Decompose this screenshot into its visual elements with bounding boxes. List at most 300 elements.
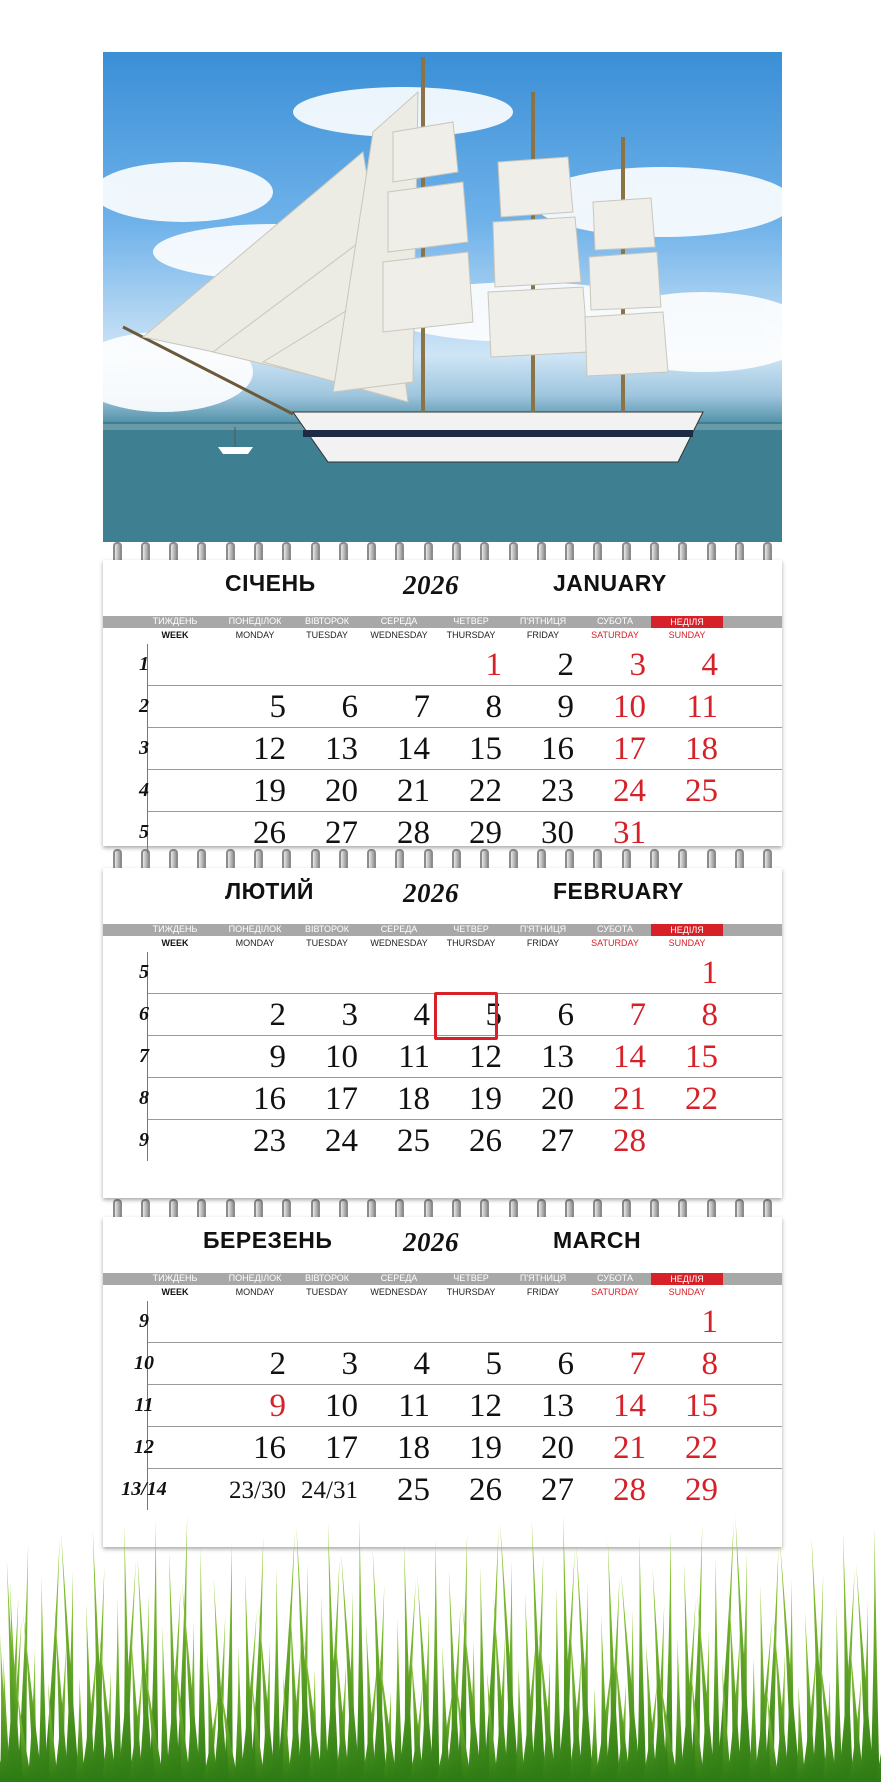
weekday-label-ua: ЧЕТВЕР: [453, 924, 489, 934]
observance-note: [222, 1388, 256, 1424]
observance-note: [510, 1388, 544, 1424]
week-row: [139, 770, 782, 812]
week-number: 9: [139, 1129, 149, 1151]
day-cell[interactable]: [436, 812, 508, 853]
observance-note: [582, 773, 616, 809]
week-label-en: WEEK: [161, 630, 189, 640]
observance-note: [582, 1123, 616, 1159]
day-number: 11: [686, 689, 718, 725]
observance-note: [222, 773, 256, 809]
observance-note: [582, 1346, 616, 1382]
day-cell[interactable]: [364, 728, 436, 769]
day-number: 14: [397, 731, 430, 767]
day-number: 19: [469, 1081, 502, 1117]
month-year: 2026: [403, 1227, 459, 1257]
day-number: 11: [398, 1039, 430, 1075]
day-number: 7: [413, 689, 430, 725]
week-number: 5: [139, 821, 149, 843]
day-cell[interactable]: [436, 686, 508, 727]
grass-decoration: [0, 1500, 881, 1782]
week-number: 6: [139, 1003, 149, 1025]
day-cell[interactable]: [580, 1385, 652, 1426]
day-cell[interactable]: [364, 1120, 436, 1161]
observance-note: [294, 731, 328, 767]
day-cell[interactable]: [292, 1343, 364, 1384]
day-cell[interactable]: [652, 952, 724, 993]
day-cell[interactable]: [220, 686, 292, 727]
observance-note: [294, 1430, 328, 1466]
observance-note: [510, 815, 544, 851]
observance-note: [510, 1430, 544, 1466]
day-cell[interactable]: [220, 1036, 292, 1077]
day-cell[interactable]: [220, 728, 292, 769]
day-cell[interactable]: [508, 770, 580, 811]
week-number: 4: [139, 779, 149, 801]
day-number: 27: [541, 1472, 574, 1508]
observance-note: [510, 689, 544, 725]
weekday-label-ua: ВІВТОРОК: [304, 1273, 350, 1283]
day-cell[interactable]: [220, 812, 292, 853]
weekday-label-ua: СЕРЕДА: [380, 924, 418, 934]
observance-note: [654, 1346, 688, 1382]
day-labels-ua: [103, 616, 782, 628]
observance-note: [366, 1039, 400, 1075]
day-cell[interactable]: [508, 1078, 580, 1119]
week-number: 1: [139, 653, 149, 675]
observance-note: [438, 1388, 472, 1424]
observance-note: [438, 1346, 472, 1382]
day-cell[interactable]: [436, 994, 508, 1035]
day-cell[interactable]: [364, 1036, 436, 1077]
day-cell[interactable]: [652, 1427, 724, 1468]
day-cell[interactable]: [292, 1385, 364, 1426]
day-cell[interactable]: [292, 812, 364, 853]
weekday-label-ua: ПОНЕДІЛОК: [228, 616, 282, 626]
day-number: 18: [685, 731, 718, 767]
day-number: 24: [325, 1123, 358, 1159]
observance-note: [654, 1304, 688, 1340]
day-cell[interactable]: [652, 770, 724, 811]
observance-note: [222, 1346, 256, 1382]
day-number: 10: [325, 1388, 358, 1424]
weekday-label-en: SUNDAY: [668, 1287, 706, 1297]
day-number: 14: [613, 1039, 646, 1075]
grass-blade: [197, 1546, 206, 1782]
day-number: 8: [485, 689, 502, 725]
day-cell[interactable]: [364, 1385, 436, 1426]
day-cell[interactable]: [220, 770, 292, 811]
day-cell[interactable]: [292, 770, 364, 811]
grass-blade: [871, 1527, 880, 1782]
day-cell[interactable]: [580, 728, 652, 769]
day-cell[interactable]: [580, 644, 652, 685]
day-number: 7: [629, 997, 646, 1033]
observance-note: [510, 731, 544, 767]
day-cell[interactable]: [652, 686, 724, 727]
observance-note: [654, 1388, 688, 1424]
day-cell[interactable]: [580, 1036, 652, 1077]
day-number: 12: [469, 1039, 502, 1075]
week-number: 10: [134, 1352, 154, 1374]
day-cell[interactable]: [292, 994, 364, 1035]
day-number: 28: [397, 815, 430, 851]
week-number: 12: [134, 1436, 154, 1458]
observance-note: [366, 731, 400, 767]
day-cell[interactable]: [364, 1427, 436, 1468]
observance-note: [438, 815, 472, 851]
day-number: 3: [341, 1346, 358, 1382]
day-number: 13: [325, 731, 358, 767]
month-year: 2026: [403, 570, 459, 600]
day-number: 8: [701, 997, 718, 1033]
observance-note: [582, 815, 616, 851]
day-number: 5: [269, 689, 286, 725]
day-cell[interactable]: [220, 1385, 292, 1426]
day-cell[interactable]: [292, 686, 364, 727]
week-number: 3: [139, 737, 149, 759]
observance-note: [366, 997, 400, 1033]
day-cell[interactable]: [652, 1385, 724, 1426]
month-header: [103, 868, 782, 924]
observance-note: [510, 1039, 544, 1075]
calendar-grid: [139, 952, 782, 1161]
week-row: [139, 1036, 782, 1078]
day-cell[interactable]: [364, 770, 436, 811]
day-cell[interactable]: [292, 1078, 364, 1119]
weekday-label-en: FRIDAY: [526, 938, 560, 948]
grass-blade: [478, 1565, 487, 1782]
observance-note: [294, 1388, 328, 1424]
observance-note: [294, 1123, 328, 1159]
weekday-label-en: MONDAY: [235, 938, 275, 948]
day-cell[interactable]: [364, 686, 436, 727]
week-row: [139, 644, 782, 686]
day-number: 5: [485, 997, 502, 1033]
day-cell[interactable]: [580, 1078, 652, 1119]
day-number: 25: [397, 1472, 430, 1508]
weekday-label-en: THURSDAY: [446, 630, 496, 640]
day-number: 1: [485, 647, 502, 683]
day-cell[interactable]: [508, 644, 580, 685]
grass-blade: [749, 1658, 758, 1782]
day-cell[interactable]: [220, 1120, 292, 1161]
day-number: 1: [701, 955, 718, 991]
weekday-label-en: SATURDAY: [591, 1287, 639, 1297]
observance-note: [222, 731, 256, 767]
day-cell[interactable]: [508, 1120, 580, 1161]
day-number: 9: [269, 1388, 286, 1424]
calendar-grid: [139, 644, 782, 853]
week-number: 2: [139, 695, 149, 717]
day-cell[interactable]: [580, 994, 652, 1035]
observance-note: [294, 1346, 328, 1382]
day-cell[interactable]: [652, 1078, 724, 1119]
observance-note: [366, 1081, 400, 1117]
day-number: 21: [613, 1430, 646, 1466]
day-cell[interactable]: [652, 728, 724, 769]
observance-note: [510, 773, 544, 809]
day-cell[interactable]: [436, 1427, 508, 1468]
day-cell[interactable]: [220, 1427, 292, 1468]
day-cell[interactable]: [292, 1120, 364, 1161]
day-cell[interactable]: [580, 1343, 652, 1384]
day-cell[interactable]: [436, 770, 508, 811]
observance-note: [294, 815, 328, 851]
weekday-label-en: MONDAY: [235, 630, 275, 640]
observance-note: [582, 689, 616, 725]
day-number: 18: [397, 1081, 430, 1117]
day-cell[interactable]: [508, 1427, 580, 1468]
day-cell[interactable]: [652, 1343, 724, 1384]
month-name-ua: ЛЮТИЙ: [225, 878, 314, 904]
grass-blade: [38, 1576, 47, 1782]
week-row: [134, 1343, 782, 1385]
weekday-label-en: TUESDAY: [306, 1287, 348, 1297]
day-cell[interactable]: [436, 1036, 508, 1077]
day-number: 10: [613, 689, 646, 725]
day-cell[interactable]: [436, 1343, 508, 1384]
grass-blade: [394, 1617, 403, 1782]
day-number: 17: [325, 1430, 358, 1466]
day-labels-en: [103, 936, 782, 952]
observance-note: [294, 1081, 328, 1117]
weekday-label-en: SATURDAY: [591, 938, 639, 948]
day-cell[interactable]: [508, 994, 580, 1035]
observance-note: [438, 731, 472, 767]
day-number: 22: [685, 1430, 718, 1466]
weekday-label-ua: ПОНЕДІЛОК: [228, 924, 282, 934]
grass-blade: [637, 1535, 646, 1782]
day-number: 28: [613, 1123, 646, 1159]
week-row: [139, 812, 782, 853]
today-highlight-box: [434, 992, 498, 1040]
day-number: 29: [469, 815, 502, 851]
day-cell[interactable]: [580, 686, 652, 727]
observance-note: [582, 1388, 616, 1424]
week-label-en: WEEK: [161, 1287, 189, 1297]
day-cell[interactable]: [580, 1427, 652, 1468]
grass-blade: [812, 1537, 827, 1782]
observance-note: [510, 647, 544, 683]
day-number: 10: [325, 1039, 358, 1075]
day-number: 22: [685, 1081, 718, 1117]
day-labels-ua: [103, 1273, 782, 1285]
day-cell[interactable]: [364, 1343, 436, 1384]
observance-note: [654, 997, 688, 1033]
weekday-label-en: WEDNESDAY: [370, 630, 428, 640]
observance-note: [582, 1039, 616, 1075]
observance-note: [582, 1430, 616, 1466]
day-number: 27: [541, 1123, 574, 1159]
day-number: 13: [541, 1388, 574, 1424]
day-cell[interactable]: [220, 1343, 292, 1384]
day-cell[interactable]: [580, 770, 652, 811]
day-cell[interactable]: [220, 1078, 292, 1119]
week-row: [134, 1427, 782, 1469]
day-number: 19: [253, 773, 286, 809]
day-number: 16: [253, 1081, 286, 1117]
grass-blade: [553, 1587, 562, 1782]
weekday-label-en: FRIDAY: [526, 630, 560, 640]
weekday-label-ua: НЕДІЛЯ: [651, 616, 723, 628]
day-number: 20: [541, 1081, 574, 1117]
observance-note: [438, 689, 472, 725]
observance-note: [222, 1430, 256, 1466]
weekday-label-en: TUESDAY: [306, 938, 348, 948]
day-number: 2: [269, 1346, 286, 1382]
month-sheet-january: [103, 560, 782, 851]
day-cell[interactable]: [436, 644, 508, 685]
weekday-label-ua: СУБОТА: [597, 616, 633, 626]
sailing-ship-illustration: [103, 52, 782, 542]
day-number: 9: [557, 689, 574, 725]
weekday-label-ua: П'ЯТНИЦЯ: [519, 924, 567, 934]
week-row: [139, 686, 782, 728]
day-cell[interactable]: [652, 644, 724, 685]
observance-note: [438, 773, 472, 809]
day-number: 11: [398, 1388, 430, 1424]
observance-note: [438, 1430, 472, 1466]
weekday-label-ua: ЧЕТВЕР: [453, 1273, 489, 1283]
day-number: 26: [253, 815, 286, 851]
day-labels-en: [103, 1285, 782, 1301]
weekday-label-en: SATURDAY: [591, 630, 639, 640]
day-number: 23: [541, 773, 574, 809]
week-row: [139, 952, 782, 994]
day-cell[interactable]: [652, 994, 724, 1035]
day-number: 24: [613, 773, 646, 809]
observance-note: [366, 773, 400, 809]
observance-note: [654, 647, 688, 683]
day-number: 21: [397, 773, 430, 809]
observance-note: [294, 773, 328, 809]
observance-note: [366, 1430, 400, 1466]
observance-note: [222, 815, 256, 851]
day-cell[interactable]: [652, 1036, 724, 1077]
observance-note: [438, 1123, 472, 1159]
observance-note: [510, 1123, 544, 1159]
week-number: 11: [134, 1394, 154, 1416]
day-number: 16: [541, 731, 574, 767]
day-cell[interactable]: [508, 728, 580, 769]
day-cell[interactable]: [508, 1385, 580, 1426]
day-cell[interactable]: [436, 1078, 508, 1119]
calendar-grid: [121, 1301, 782, 1510]
day-number: 27: [325, 815, 358, 851]
day-cell[interactable]: [508, 1343, 580, 1384]
observance-note: [222, 1123, 256, 1159]
day-number: 15: [685, 1039, 718, 1075]
day-number: 12: [469, 1388, 502, 1424]
observance-note: [222, 1081, 256, 1117]
weekday-label-ua: ПОНЕДІЛОК: [228, 1273, 282, 1283]
observance-note: [366, 1346, 400, 1382]
day-cell[interactable]: [580, 1120, 652, 1161]
week-number: 5: [139, 961, 149, 983]
week-label-ua: ТИЖДЕНЬ: [152, 616, 198, 626]
month-header: [103, 1217, 782, 1273]
weekday-label-en: SUNDAY: [668, 938, 706, 948]
week-row: [139, 1120, 782, 1161]
observance-note: [654, 1081, 688, 1117]
weekday-label-ua: СЕРЕДА: [380, 616, 418, 626]
weekday-label-ua: СЕРЕДА: [380, 1273, 418, 1283]
day-cell[interactable]: [364, 1078, 436, 1119]
day-number: 24/31: [301, 1477, 358, 1504]
day-cell[interactable]: [364, 994, 436, 1035]
week-row: [139, 1078, 782, 1120]
day-labels-ua: [103, 924, 782, 936]
day-number: 2: [269, 997, 286, 1033]
day-number: 6: [557, 1346, 574, 1382]
observance-note: [654, 955, 688, 991]
day-number: 8: [701, 1346, 718, 1382]
observance-note: [366, 1123, 400, 1159]
day-labels-en: [103, 628, 782, 644]
day-cell[interactable]: [580, 812, 652, 853]
day-cell[interactable]: [292, 1427, 364, 1468]
observance-note: [294, 689, 328, 725]
day-number: 22: [469, 773, 502, 809]
month-name-ua: СІЧЕНЬ: [225, 570, 316, 596]
week-row: [139, 994, 782, 1036]
week-row: [134, 1385, 782, 1427]
day-cell[interactable]: [508, 812, 580, 853]
month-name-en: FEBRUARY: [553, 878, 684, 904]
observance-note: [654, 689, 688, 725]
weekday-label-ua: НЕДІЛЯ: [651, 924, 723, 936]
day-cell[interactable]: [436, 1385, 508, 1426]
day-number: 17: [613, 731, 646, 767]
observance-note: [654, 1039, 688, 1075]
day-cell[interactable]: [508, 1036, 580, 1077]
observance-note: [294, 997, 328, 1033]
observance-note: [510, 1346, 544, 1382]
day-cell[interactable]: [292, 728, 364, 769]
grass-blade: [272, 1568, 281, 1782]
day-number: 20: [325, 773, 358, 809]
weekday-label-en: FRIDAY: [526, 1287, 560, 1297]
grass-blade: [113, 1598, 122, 1782]
day-cell[interactable]: [292, 1036, 364, 1077]
day-cell[interactable]: [436, 728, 508, 769]
observance-note: [582, 997, 616, 1033]
day-number: 26: [469, 1123, 502, 1159]
weekday-label-en: MONDAY: [235, 1287, 275, 1297]
day-number: 20: [541, 1430, 574, 1466]
observance-note: [510, 997, 544, 1033]
month-name-ua: БЕРЕЗЕНЬ: [203, 1227, 333, 1253]
day-number: 30: [541, 815, 574, 851]
month-name-en: JANUARY: [553, 570, 667, 596]
observance-note: [438, 1039, 472, 1075]
month-sheet-march: [103, 1217, 782, 1547]
day-number: 5: [485, 1346, 502, 1382]
day-cell[interactable]: [364, 812, 436, 853]
week-label-en: WEEK: [161, 938, 189, 948]
day-cell[interactable]: [508, 686, 580, 727]
day-cell[interactable]: [652, 1301, 724, 1342]
grass-blade: [431, 1538, 440, 1782]
grass-blade: [532, 1518, 546, 1782]
day-number: 28: [613, 1472, 646, 1508]
week-row: [139, 1301, 782, 1343]
day-number: 14: [613, 1388, 646, 1424]
day-cell[interactable]: [436, 1120, 508, 1161]
day-cell[interactable]: [220, 994, 292, 1035]
grass-blade: [712, 1557, 721, 1782]
weekday-label-ua: ВІВТОРОК: [304, 924, 350, 934]
